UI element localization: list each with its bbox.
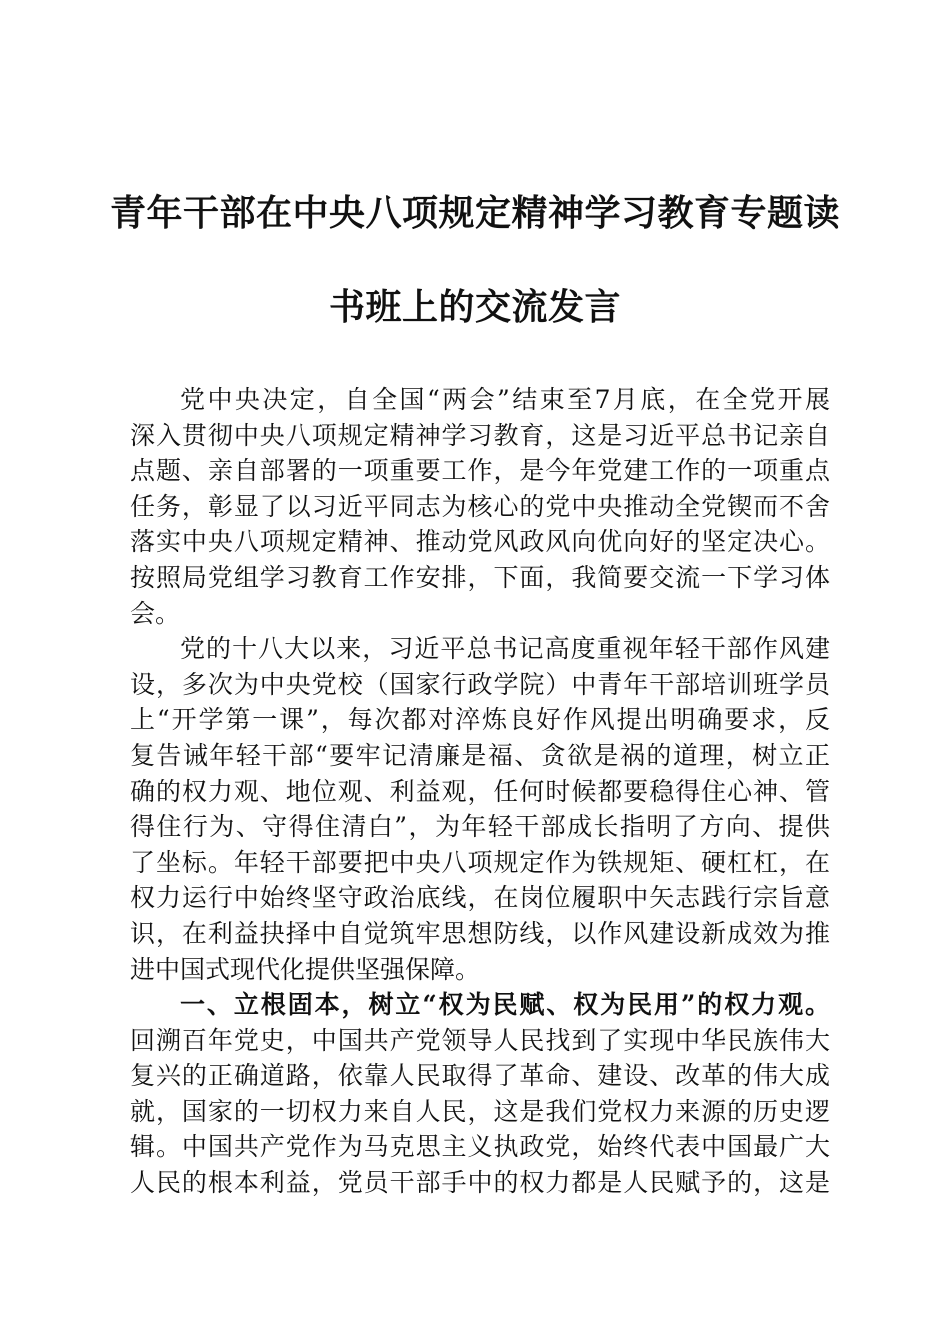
text-line: 就，国家的一切权力来自人民，这是我们党权力来源的历史逻 — [130, 1096, 830, 1126]
text-line: 上“开学第一课”，每次都对淬炼良好作风提出明确要求，反 — [130, 705, 830, 735]
text-line: 进中国式现代化提供坚强保障。 — [130, 954, 481, 984]
paragraph-intro — [130, 382, 830, 631]
text-line: 深入贯彻中央八项规定精神学习教育，这是习近平总书记亲自 — [130, 420, 830, 450]
text-line: 点题、亲自部署的一项重要工作，是今年党建工作的一项重点 — [130, 456, 830, 486]
text-line: 任务，彰显了以习近平同志为核心的党中央推动全党锲而不舍 — [130, 491, 830, 521]
text-line: 回溯百年党史，中国共产党领导人民找到了实现中华民族伟大 — [130, 1025, 830, 1055]
document-title-line-1: 青年干部在中央八项规定精神学习教育专题读 — [109, 192, 840, 234]
text-line: 了坐标。年轻干部要把中央八项规定作为铁规矩、硬杠杠，在 — [130, 847, 830, 877]
text-line: 会。 — [130, 598, 181, 628]
text-line: 党的十八大以来，习近平总书记高度重视年轻干部作风建 — [180, 634, 830, 664]
text-line: 人民的根本利益，党员干部手中的权力都是人民赋予的，这是 — [130, 1168, 830, 1198]
text-line: 复兴的正确道路，依靠人民取得了革命、建设、改革的伟大成 — [130, 1061, 830, 1091]
section-heading: 一、立根固本，树立“权为民赋、权为民用”的权力观。 — [180, 990, 830, 1020]
text-line: 党中央决定，自全国“两会”结束至7月底，在全党开展 — [180, 385, 830, 414]
document-title-line-2: 书班上的交流发言 — [328, 286, 621, 328]
text-line: 设，多次为中央党校（国家行政学院）中青年干部培训班学员 — [130, 669, 830, 699]
section-1 — [130, 987, 830, 1201]
text-line: 辑。中国共产党作为马克思主义执政党，始终代表中国最广大 — [130, 1132, 830, 1162]
text-line: 权力运行中始终坚守政治底线，在岗位履职中矢志践行宗旨意 — [130, 883, 830, 913]
text-line: 复告诫年轻干部“要牢记清廉是福、贪欲是祸的道理，树立正 — [130, 740, 830, 770]
text-line: 落实中央八项规定精神、推动党风政风向优向好的坚定决心。 — [130, 527, 830, 557]
text-line: 按照局党组学习教育工作安排，下面，我简要交流一下学习体 — [130, 562, 830, 592]
paragraph-background — [130, 631, 830, 987]
text-line: 识，在利益抉择中自觉筑牢思想防线，以作风建设新成效为推 — [130, 918, 830, 948]
document-body — [130, 382, 830, 1201]
text-line: 得住行为、守得住清白”，为年轻干部成长指明了方向、提供 — [130, 812, 830, 842]
text-line: 确的权力观、地位观、利益观，任何时候都要稳得住心神、管 — [130, 776, 830, 806]
